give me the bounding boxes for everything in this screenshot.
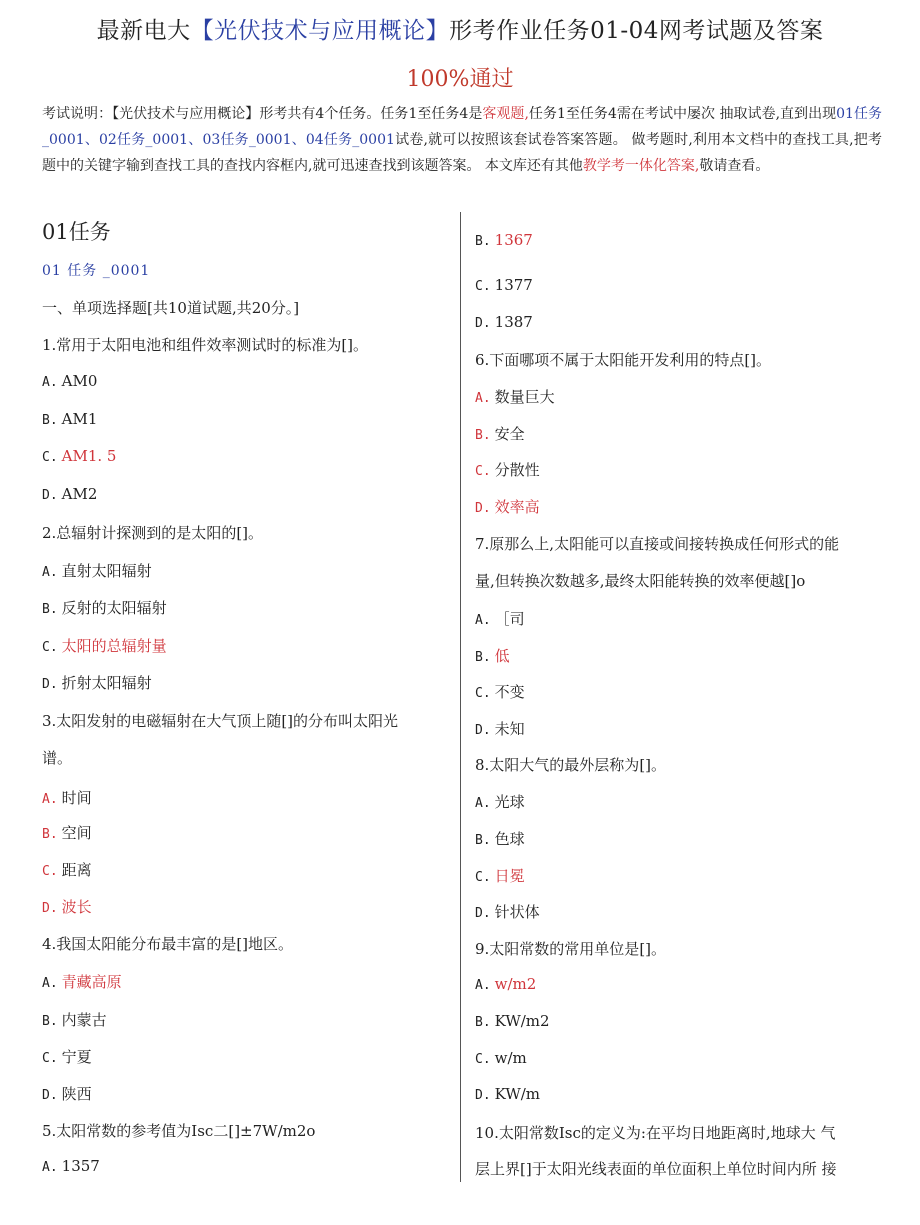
- exam-instructions: [42, 101, 882, 179]
- right-question-line: [475, 570, 805, 591]
- option-text: AM1: [61, 410, 98, 428]
- right-question-line: [475, 349, 771, 370]
- option-letter: D.: [42, 901, 58, 916]
- option-text: KW/m: [494, 1085, 541, 1103]
- question-text: 1.常用于太阳电池和组件效率测试时的标准为[]。: [42, 336, 369, 354]
- option-letter: A.: [42, 565, 58, 580]
- option-text: 针状体: [494, 903, 540, 921]
- option-letter: C.: [475, 870, 491, 885]
- right-option-line: [475, 1085, 540, 1103]
- intro-task-codes: 01任务_0001、02任务_0001、03任务_0001、04任务_0001: [42, 106, 882, 148]
- document-title: [0, 12, 920, 45]
- right-question-line: [475, 938, 666, 959]
- left-question-line: [42, 710, 398, 731]
- title-suffix: 形考作业任务01-04网考试题及答案: [449, 18, 824, 44]
- option-text: ［司: [494, 610, 525, 628]
- option-text: 1367: [494, 231, 533, 249]
- option-letter: D.: [42, 1088, 58, 1103]
- left-option-line: [42, 410, 97, 428]
- option-letter: B.: [475, 428, 491, 443]
- left-question-line: [42, 522, 263, 543]
- left-option-line: [42, 560, 152, 581]
- option-letter: C.: [42, 450, 58, 465]
- question-text: 层上界[]于太阳光线表面的单位面积上单位时间内所 接: [475, 1160, 837, 1178]
- option-letter: D.: [42, 488, 58, 503]
- option-text: 直射太阳辐射: [61, 562, 152, 580]
- option-text: 数量巨大: [494, 388, 555, 406]
- question-text: 谱。: [42, 749, 73, 767]
- right-question-line: [475, 1122, 835, 1143]
- option-text: 青藏高原: [61, 973, 122, 991]
- question-text: 量,但转换次数越多,最终太阳能转换的效率便越[]o: [475, 572, 806, 590]
- option-text: 时间: [61, 789, 92, 807]
- option-letter: B.: [42, 602, 58, 617]
- option-text: 未知: [494, 720, 525, 738]
- option-text: AM2: [61, 485, 98, 503]
- right-option-line: [475, 386, 555, 407]
- option-text: KW/m2: [494, 1012, 550, 1030]
- left-question-line: [42, 334, 368, 355]
- left-question-line: [42, 747, 72, 768]
- column-divider: [460, 212, 461, 1182]
- right-question-line: [475, 1158, 836, 1179]
- option-text: 效率高: [494, 498, 540, 516]
- right-question-line: [475, 754, 666, 775]
- right-option-line: [475, 645, 510, 666]
- right-option-line: [475, 1012, 550, 1030]
- left-option-line: [42, 1046, 92, 1067]
- section-title: 01任务: [42, 220, 111, 244]
- title-course-name: 【光伏技术与应用概论】: [190, 18, 450, 44]
- left-option-line: [42, 485, 97, 503]
- option-letter: D.: [475, 316, 491, 331]
- option-text: 内蒙古: [61, 1011, 107, 1029]
- option-letter: B.: [42, 1014, 58, 1029]
- left-option-line: [42, 787, 92, 808]
- section-subtitle: 01 任务 _0001: [42, 263, 151, 279]
- left-option-line: [42, 672, 152, 693]
- right-option-line: [475, 681, 525, 702]
- option-letter: C.: [42, 864, 58, 879]
- option-text: 反射的太阳辐射: [61, 599, 167, 617]
- option-letter: A.: [475, 613, 491, 628]
- left-option-line: [42, 822, 92, 843]
- option-letter: B.: [475, 1015, 491, 1030]
- option-text: 陕西: [61, 1085, 92, 1103]
- left-option-line: [42, 1083, 92, 1104]
- option-text: 日冕: [494, 867, 525, 885]
- right-option-line: [475, 865, 525, 886]
- option-letter: B.: [475, 833, 491, 848]
- question-text: 2.总辐射计探测到的是太阳的[]。: [42, 524, 264, 542]
- right-option-line: [475, 313, 533, 331]
- right-option-line: [475, 828, 525, 849]
- option-text: 太阳的总辐射量: [61, 637, 167, 655]
- option-letter: B.: [42, 827, 58, 842]
- left-option-line: [42, 372, 97, 390]
- left-question-line: [42, 933, 293, 954]
- option-text: 1357: [61, 1157, 100, 1175]
- option-text: 1387: [494, 313, 533, 331]
- option-letter: D.: [475, 723, 491, 738]
- option-text: 波长: [61, 898, 92, 916]
- option-text: 空间: [61, 824, 92, 842]
- question-text: 一、单项选择题[共10道试题,共20分。]: [42, 299, 300, 317]
- option-letter: C.: [475, 686, 491, 701]
- right-option-line: [475, 791, 525, 812]
- option-letter: B.: [475, 234, 491, 249]
- option-text: 低: [494, 647, 510, 665]
- left-option-line: [42, 597, 167, 618]
- left-option-line: [42, 859, 92, 880]
- left-question-line: [42, 297, 299, 318]
- option-letter: B.: [475, 650, 491, 665]
- question-text: 7.原那么上,太阳能可以直接或间接转换成任何形式的能: [475, 535, 840, 553]
- intro-text-4: 敬请查看。: [699, 158, 770, 174]
- option-letter: A.: [475, 391, 491, 406]
- right-option-line: [475, 975, 536, 993]
- left-option-line: [42, 1157, 100, 1175]
- option-letter: C.: [475, 464, 491, 479]
- question-text: 4.我国太阳能分布最丰富的是[]地区。: [42, 935, 294, 953]
- option-letter: C.: [42, 640, 58, 655]
- right-option-line: [475, 496, 540, 517]
- option-text: 光球: [494, 793, 525, 811]
- left-option-line: [42, 896, 92, 917]
- question-text: 10.太阳常数Isc的定义为:在平均日地距离时,地球大 气: [475, 1124, 836, 1142]
- option-letter: B.: [42, 413, 58, 428]
- question-text: 3.太阳发射的电磁辐射在大气顶上随[]的分布叫太阳光: [42, 712, 399, 730]
- option-letter: C.: [42, 1051, 58, 1066]
- option-letter: A.: [42, 792, 58, 807]
- title-prefix: 最新电大: [96, 18, 191, 44]
- option-text: AM0: [61, 372, 98, 390]
- intro-objective-note: 客观题,: [482, 106, 529, 122]
- right-option-line: [475, 231, 533, 249]
- option-letter: C.: [475, 1052, 491, 1067]
- option-text: w/m: [494, 1049, 527, 1067]
- right-option-line: [475, 718, 525, 739]
- intro-text-2: 任务1至任务4需在考试中屡次 抽取试卷,直到出现: [528, 106, 837, 122]
- left-option-line: [42, 447, 116, 465]
- option-text: AM1. 5: [61, 447, 117, 465]
- option-text: 不变: [494, 683, 525, 701]
- intro-text-1: 考试说明：【光伏技术与应用概论】形考共有4个任务。任务1至任务4是: [42, 106, 483, 122]
- option-letter: D.: [475, 1088, 491, 1103]
- option-text: 色球: [494, 830, 525, 848]
- option-text: w/m2: [494, 975, 537, 993]
- pass-rate-subtitle: 100%通过: [406, 67, 514, 92]
- option-letter: A.: [475, 796, 491, 811]
- left-option-line: [42, 635, 167, 656]
- option-text: 距离: [61, 861, 92, 879]
- question-text: 5.太阳常数的参考值为Isc二[]±7W/m2o: [42, 1122, 316, 1140]
- option-text: 折射太阳辐射: [61, 674, 152, 692]
- intro-other-answers-link: 教学考一体化答案,: [582, 158, 700, 174]
- right-option-line: [475, 608, 525, 629]
- right-question-line: [475, 533, 839, 554]
- left-option-line: [42, 971, 122, 992]
- option-text: 宁夏: [61, 1048, 92, 1066]
- option-letter: D.: [475, 906, 491, 921]
- question-text: 6.下面哪项不属于太阳能开发利用的特点[]。: [475, 351, 772, 369]
- option-letter: D.: [475, 501, 491, 516]
- option-letter: A.: [42, 375, 58, 390]
- option-letter: D.: [42, 677, 58, 692]
- right-option-line: [475, 459, 540, 480]
- option-text: 1377: [494, 276, 533, 294]
- option-text: 安全: [494, 425, 525, 443]
- intro-text-3: 试卷,就可以按照该套试卷答案答题。 做考题时,利用本文档中的查找工具,把考题中的关键字输到查找工具的查找内容框内,就可迅速查找到该题答案。 本文库还有其他: [42, 132, 882, 174]
- option-text: 分散性: [494, 461, 540, 479]
- question-text: 8.太阳大气的最外层称为[]。: [475, 756, 667, 774]
- right-option-line: [475, 901, 540, 922]
- right-option-line: [475, 1049, 527, 1067]
- option-letter: A.: [42, 976, 58, 991]
- option-letter: C.: [475, 279, 491, 294]
- left-question-line: [42, 1120, 315, 1141]
- right-option-line: [475, 423, 525, 444]
- right-option-line: [475, 276, 533, 294]
- option-letter: A.: [42, 1160, 58, 1175]
- left-option-line: [42, 1009, 107, 1030]
- option-letter: A.: [475, 978, 491, 993]
- question-text: 9.太阳常数的常用单位是[]。: [475, 940, 667, 958]
